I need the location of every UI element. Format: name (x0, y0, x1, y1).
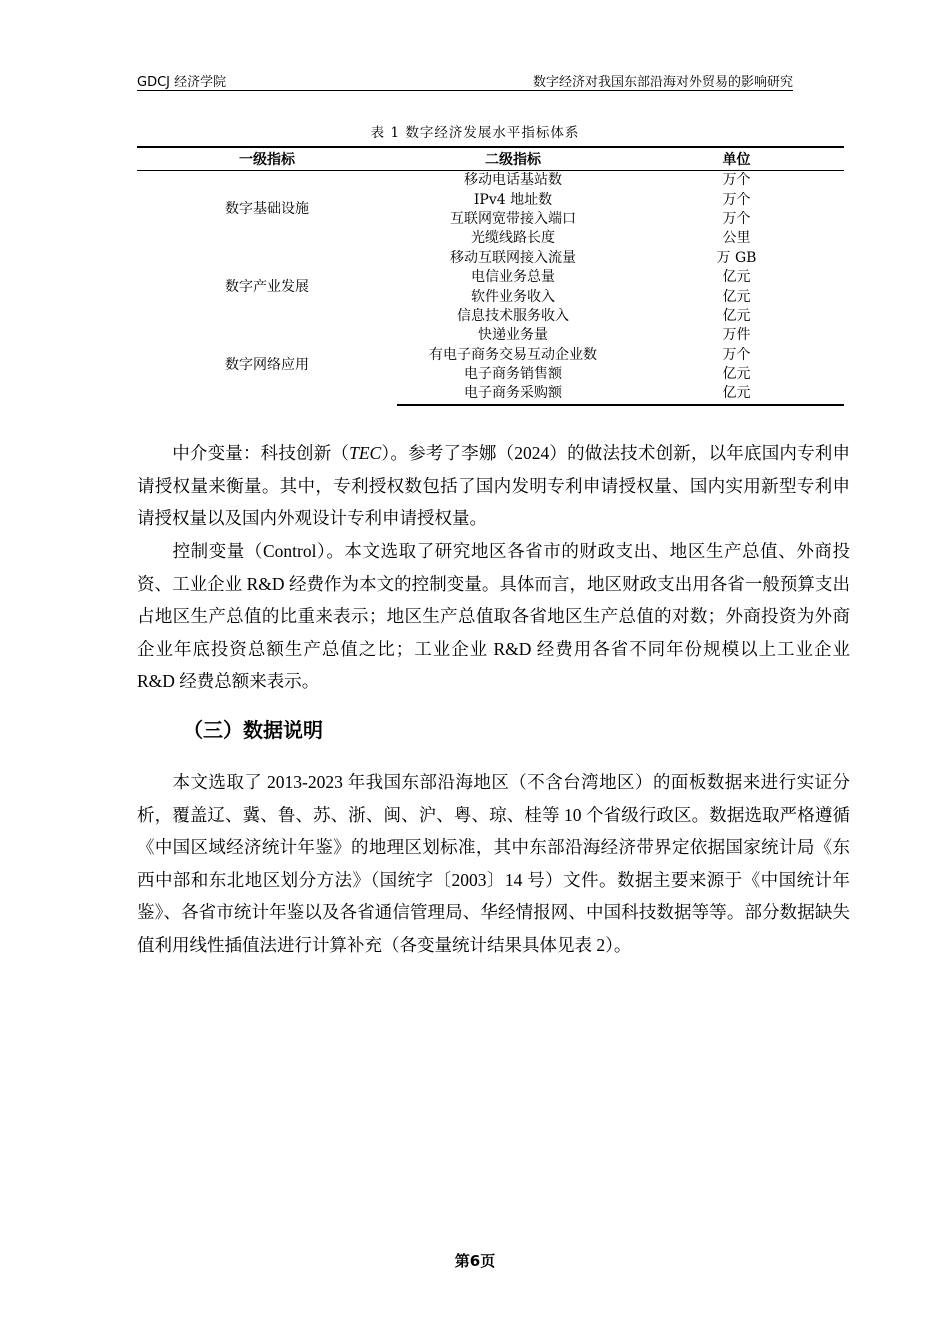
indicator-cell: 光缆线路长度 (471, 230, 555, 247)
header-level2: 二级指标 (397, 147, 629, 171)
header-institution: GDCJ 经济学院 (137, 75, 227, 90)
mediator-text-before: 中介变量：科技创新（ (172, 443, 350, 463)
indicator-cell: IPv4 地址数 (473, 191, 553, 208)
unit-cell: 万个 (722, 210, 751, 227)
unit-cell: 万件 (722, 327, 751, 344)
unit-cell: 亿元 (629, 384, 844, 404)
running-header (137, 68, 793, 91)
mediator-variable-paragraph (137, 437, 850, 535)
unit-cell: 亿元 (722, 307, 751, 324)
data-description-paragraph (137, 766, 850, 962)
indicator-cell: 电子商务销售额 (464, 366, 562, 383)
indicator-cell: 互联网宽带接入端口 (450, 210, 576, 227)
unit-cell: 万个 (722, 172, 751, 189)
unit-cell: 亿元 (722, 366, 751, 383)
indicator-cell: 电信业务总量 (471, 269, 555, 286)
mediator-text-after: ）。参考了李娜（2024）的做法技术创新，以年底国内专利申请授权量来衡量。其中，专利授权数包括了国内发明专利申请授权量、国内实用新型专利申请授权量以及国内外观设计专利申请授权量。 (137, 443, 851, 529)
table-row (137, 326, 844, 345)
group-name: 数字基础设施 (225, 201, 309, 218)
indicator-cell: 有电子商务交易互动企业数 (429, 346, 597, 363)
group-name: 数字产业发展 (225, 278, 309, 295)
unit-cell: 公里 (722, 230, 751, 247)
indicator-cell: 信息技术服务收入 (457, 307, 569, 324)
table-row (137, 171, 844, 191)
table-header-row (137, 147, 844, 171)
data-description-text: 本文选取了 2013-2023 年我国东部沿海地区（不含台湾地区）的面板数据来进行实证分析，覆盖辽、冀、鲁、苏、浙、闽、沪、粤、琼、桂等 10 个省级行政区。数据选取严格遵循《中国区域经济统计年鉴》的地理区划标准，其中东部沿海经济带界定依据国家统计局《东西中部和东北地区划分方法》（国统字〔2003〕14 号）文件。数据主要来源于《中国统计年鉴》、各省市统计年鉴以及各省通信管理局、华经情报网、中国科技数据等等。部分数据缺失值利用线性插值法进行计算补充（各变量统计结果具体见表 2）。 (137, 772, 850, 955)
control-text: 控制变量（Control）。本文选取了研究地区各省市的财政支出、地区生产总值、外商投资、工业企业 R&D 经费作为本文的控制变量。具体而言，地区财政支出用各省一般预算支出占地区生产总值的比重来表示；地区生产总值取各省地区生产总值的对数；外商投资为外商企业年底投资总额生产总值之比；工业企业 R&D 经费用各省不同年份规模以上工业企业 R&D 经费总额来表示。 (137, 541, 850, 692)
unit-cell: 亿元 (722, 288, 751, 305)
indicator-table (137, 146, 844, 406)
indicator-cell: 快递业务量 (478, 327, 548, 344)
header-paper-title: 数字经济对我国东部沿海对外贸易的影响研究 (532, 75, 793, 90)
section-heading: （三）数据说明 (183, 718, 323, 742)
mediator-term: TEC (349, 443, 382, 463)
group-name: 数字网络应用 (225, 356, 309, 373)
header-level1: 一级指标 (137, 147, 397, 171)
control-variable-paragraph (137, 535, 850, 698)
page-number: 第6页 (454, 1252, 496, 1270)
indicator-cell: 电子商务采购额 (397, 384, 629, 404)
table-row (137, 249, 844, 268)
indicator-cell: 移动互联网接入流量 (450, 249, 576, 266)
unit-cell: 万个 (722, 191, 751, 208)
indicator-cell: 移动电话基站数 (464, 172, 562, 189)
unit-cell: 万个 (722, 346, 751, 363)
unit-cell: 万 GB (716, 249, 757, 266)
indicator-cell: 软件业务收入 (471, 288, 555, 305)
unit-cell: 亿元 (722, 269, 751, 286)
header-unit: 单位 (629, 147, 844, 171)
table-caption: 表 1 数字经济发展水平指标体系 (370, 125, 580, 141)
